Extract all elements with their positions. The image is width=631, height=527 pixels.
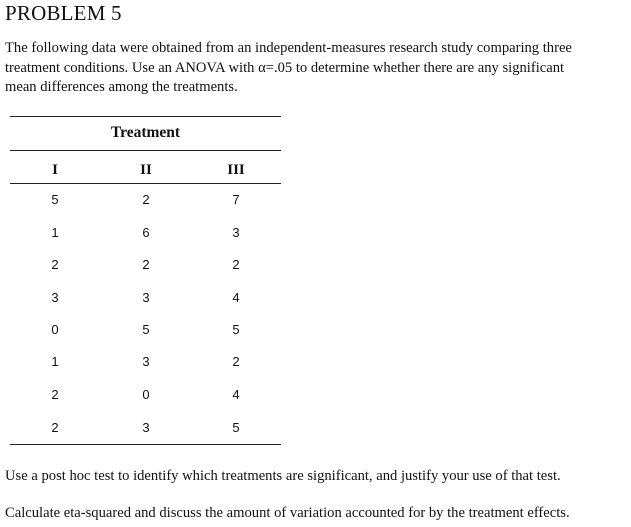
table-cell: 5	[142, 322, 150, 337]
table-cell: 4	[232, 387, 240, 402]
problem-intro	[5, 39, 629, 98]
table-cell: 3	[142, 354, 150, 369]
table-cell: 2	[232, 354, 240, 369]
table-cell: 2	[51, 420, 59, 435]
table-bottom-rule	[10, 444, 281, 445]
table-cell: 6	[142, 225, 150, 240]
table-heading: Treatment	[110, 124, 181, 141]
table-cell: 1	[51, 354, 59, 369]
column-header-ii: II	[140, 162, 152, 178]
table-cell: 0	[51, 322, 59, 337]
intro-line: treatment conditions. Use an ANOVA with α=.05 to determine whether there are any significant	[5, 59, 565, 76]
table-cell: 0	[142, 387, 150, 402]
table-cell: 4	[232, 290, 240, 305]
table-cell: 2	[142, 192, 150, 207]
table-cell: 1	[51, 225, 59, 240]
table-heading-rule	[10, 150, 281, 151]
problem-title: PROBLEM 5	[5, 1, 122, 25]
table-cell: 5	[232, 322, 240, 337]
table-cell: 2	[51, 257, 59, 272]
column-header-i: I	[52, 162, 58, 178]
intro-line: The following data were obtained from an independent-measures research study comparing three	[5, 40, 572, 56]
post-hoc-question: Use a post hoc test to identify which treatments are significant, and justify your use of that test.	[5, 468, 561, 484]
eta-squared-question: Calculate eta-squared and discuss the amount of variation accounted for by the treatment effects.	[5, 505, 570, 521]
table-cell: 5	[51, 192, 59, 207]
intro-line: mean differences among the treatments.	[5, 79, 238, 95]
column-header-iii: III	[227, 162, 245, 178]
table-cell: 2	[232, 257, 240, 272]
table-header-rule	[10, 183, 281, 184]
table-cell: 3	[51, 290, 59, 305]
table-cell: 2	[142, 257, 150, 272]
table-cell: 3	[142, 420, 150, 435]
table-cell: 2	[51, 387, 59, 402]
table-cell: 3	[232, 225, 240, 240]
table-cell: 3	[142, 290, 150, 305]
table-cell: 5	[232, 420, 240, 435]
table-cell: 7	[232, 192, 240, 207]
table-top-rule	[10, 116, 281, 117]
